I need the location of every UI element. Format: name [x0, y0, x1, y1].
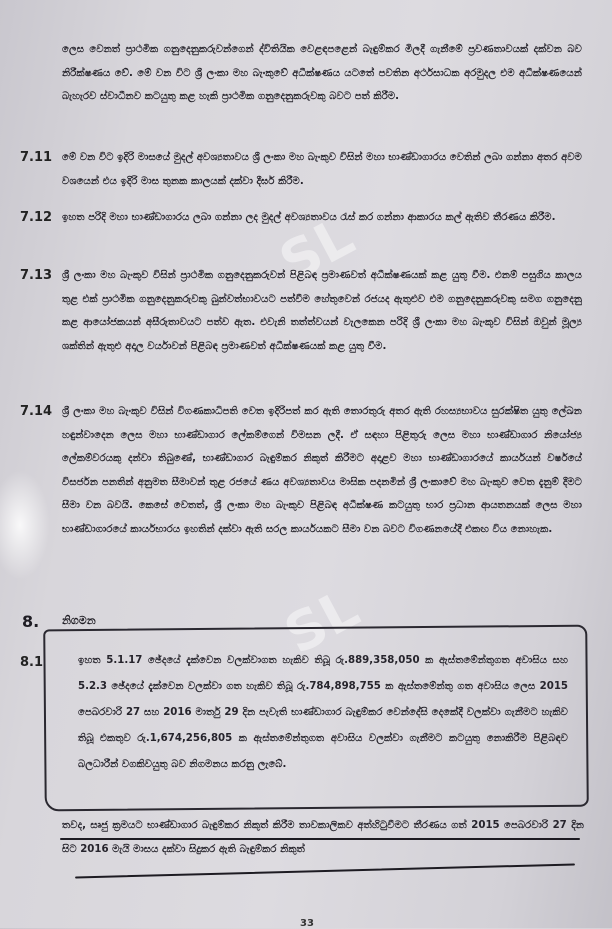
conclusion-number: 8.1 [20, 655, 44, 670]
page-number: 33 [300, 918, 314, 929]
intro-paragraph: ලෙස වෙනත් ප්‍රාථමික ගනුදෙනුකරුවන්ගෙන් ද්විතියික වෙළඳපළෙන් බැඳුම්කර මිලදී ගැනීමේ ප්‍රවණතාවයක් දක්වන බව නිරීක්ෂණය වේ. මේ වන විට ශ්‍රී ලංකා මහ බැංකුවේ අධීක්ෂණය යටතේ පවතින අර්ථසාධක අරමුදල එම අධීක්ෂණයෙන් බැහැරව ස්වාධීනව කටයුතු කළ හැකි ප්‍රාථමික ගනුදෙනුකරුවකු බවට පත් කිරීම. [62, 44, 582, 102]
conclusion-text: ඉහත 5.1.17 ඡේදයේ දැක්වෙන වලක්වාගත හැකිව තිබූ රු.889,358,050 ක ඇස්තමේන්තුගත අවාසිය සහ 5.2.3 ඡේදයේ දැක්වෙන වලක්වා ගත හැකිව තිබූ රු.784,898,755 ක ඇස්තමේන්තු ගත අවාසිය ලෙස 2015 පෙබරවාරි 27 සහ 2016 මාර්තු 29 දින පැවැති භාණ්ඩාගාර බැඳුම්කර වෙන්දේසි දෙකේදී වලක්වා ගැනීමට හැකිව තිබූ එකතුව රු.1,674,256,805 ක ඇස්තමේන්තුගත අවාසිය වලක්වා ගැනීමට කටයුතු නොකිරීම පිළිබඳව බලධාරීන් වගකිවයුතු බව නිගමනය කරනු ලැබේ. [78, 655, 568, 770]
trailing-paragraph: තවද, සෘජු ක්‍රමයට භාණ්ඩාගාර බැඳුම්කර නිකුත් කිරීම තාවකාලිකව අත්හිටුවීමට තීරණය ගත් 2015 පෙබරවාරි 27 දින සිට 2016 මැයි මාසය දක්වා සිදුකර ඇති බැඳුම්කර නිකුත් [62, 820, 584, 855]
section-title: නිගමන [62, 614, 96, 627]
glare-smudge [0, 470, 50, 580]
item-number: 7.14 [20, 404, 53, 419]
item-number: 7.11 [20, 150, 53, 165]
item-number: 7.12 [20, 210, 53, 225]
item-number: 7.13 [20, 268, 53, 283]
handwritten-underline [75, 863, 575, 878]
section-number: 8. [22, 612, 40, 631]
handwritten-underline [60, 838, 580, 840]
item-text: ශ්‍රී ලංකා මහ බැංකුව විසින් විගණකාධිපති වෙත ඉදිරිපත් කර ඇති තොරතුරු අතර ඇති රහස්‍යභාවය සුරක්ෂිත යුතු ලේඛන හඳුන්වාදෙන ලෙස මහා භාණ්ඩාගාර ලේකම්ගෙන් විමසන ලදී. ඒ සඳහා පිළිතුරු ලෙස මහා භාණ්ඩාගාර නියෝජ්‍ය ලේකම්වරයකු දන්වා තිබුණේ, භාණ්ඩාගාර බැඳුම්කර නිකුත් කිරීමට අදාළව මහා භාණ්ඩාගාරයේ කාර්යයන් වර්ෂයේ විසර්ජන පනතින් අනුමත සීමාවන් තුළ රජයේ ණය අවශ්‍යතාවය මාසික පදනමින් ශ්‍රී ලංකාවේ මහ බැංකුව වෙත දැනුම් දීමට සීමා වන බවයි. කෙසේ වෙතත්, ශ්‍රී ලංකා මහ බැංකුව පිළිබඳ අධීක්ෂණ කටයුතු භාර ප්‍රධාන ආයතනයක් ලෙස මහා භාණ්ඩාගාරයේ කාර්යභාරය ඉහතින් දක්වා ඇති සරල කාර්යයකට සීමා වන බවට විගණනයේදී එකඟ විය නොහැක. [62, 406, 582, 535]
item-text: ඉහත පරිදි මහා භාණ්ඩාගාරය ලබා ගන්නා ලද මුදල් අවශ්‍යතාවය රැස් කර ගන්නා ආකාරය කල් ඇතිව තීරණය කිරීම. [62, 212, 556, 223]
watermark: SL [274, 576, 369, 667]
item-text: ශ්‍රී ලංකා මහ බැංකුව විසින් ප්‍රාථමික ගනුදෙනුකරුවන් පිළිබඳ ප්‍රමාණවත් අධීක්ෂණයක් කළ යුතු වීම. එනම් පසුගිය කාලය තුළ එක් ප්‍රාථමික ගනුදෙනුකරුවකු බුන්වත්භාවයට පත්වීම හේතුවෙන් රජයද ඇතුළුව එම ගනුදෙනුකරුවකු සමග ගනුදෙනු කළ ආයෝජකයන් අසීරුතාවයට පත්ව ඇත. එවැනි තත්ත්වයන් වැලකෙන පරිදි ශ්‍රී ලංකා මහ බැංකුව විසින් ඔවුන් මූල්‍ය ශක්තින් ඇතුළු අදාල වර්යාවන් පිළිබඳ ප්‍රමාණවත් අධීක්ෂණයක් කළ යුතු වීම. [62, 270, 582, 352]
item-text: මේ වන විට ඉදිරි මාසයේ මුදල් අවශ්‍යතාවය ශ්‍රී ලංකා මහ බැංකුව විසින් මහා භාණ්ඩාගාරය වෙතින් ලබා ගන්නා අතර අවම වශයෙන් එය ඉදිරි මාස තුනක කාලයක් දක්වා දීර්ඝ කිරීම. [62, 152, 582, 187]
watermark: SL [269, 204, 364, 295]
